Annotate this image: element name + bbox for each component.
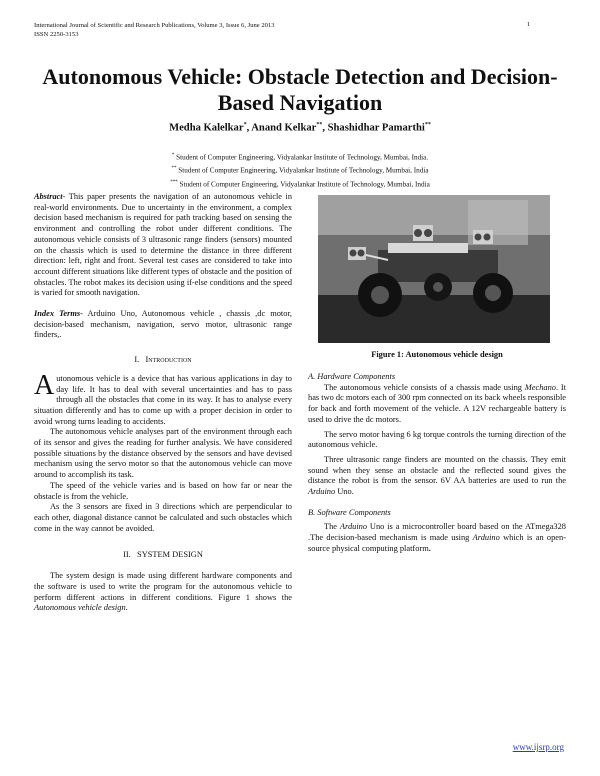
section-number: I. [134, 355, 140, 365]
journal-website-link[interactable]: www.ijsrp.org [512, 742, 564, 752]
affiliation-text: Student of Computer Engineering, Vidyalankar Institute of Technology, Mumbai, India [178, 166, 429, 175]
affiliation-line [0, 163, 600, 176]
text-run: Three ultrasonic range finders are mounted on the chassis. They emit sound when they sense an obstacle and the reflected sound gives the distance the robot is from the sensor. 6V AA batteries are used to run the [308, 454, 566, 486]
author-line: Medha Kalelkar*, Anand Kelkar**, Shashidhar Pamarthi** [169, 122, 431, 134]
journal-name: International Journal of Scientific and Research Publications, Volume 3, Issue 6, June 2013 [34, 22, 275, 29]
affiliation-mark: * [171, 153, 175, 158]
affiliation-line [0, 177, 600, 190]
paragraph: The autonomous vehicle analyses part of the environment through each of its sensor and gives the reading for further analysis. We have considered possible situations by the distance observed by the sensors and have devised mechanism using the servo motor so that the autonomous vehicle can move around to accomplish its task. [34, 427, 292, 480]
author-mark: * [243, 122, 247, 128]
affiliation-text: Student of Computer Engineering, Vidyalankar Institute of Technology, Mumbai, India. [176, 153, 429, 162]
section-number: II. [123, 550, 131, 560]
author-mark: ** [316, 122, 323, 128]
software-paragraph [308, 522, 566, 554]
sentence-end: . [125, 603, 128, 613]
paragraph: The servo motor having 6 kg torque controls the turning direction of the autonomous vehicle. [308, 429, 566, 450]
text-run: . It has two dc motors each of 300 rpm connected on its back wheels responsible for back and forth movement of the vehicle. A 12V rechargeable battery is used to drive the dc motors. [308, 382, 567, 424]
section-heading-introduction [34, 355, 292, 366]
author-name: Shashidhar Pamarthi [327, 122, 425, 134]
affiliation-mark: *** [170, 179, 178, 185]
author-mark: ** [424, 122, 431, 128]
intro-first-paragraph [34, 369, 292, 428]
abstract-label: Abstract- [34, 192, 66, 201]
intro-first-text: utonomous vehicle is a device that has various applications in day to day life. It has to deal with several uncertainties and has to pass through all the obstacles that come in its way. It has to analyse every situation differently and has to come up with a proper decision in order to avoid wrong turns leading to accidents. [34, 373, 292, 426]
affiliation-line [0, 150, 600, 163]
running-head [34, 21, 275, 39]
drop-cap: A [34, 369, 55, 401]
hardware-paragraph [308, 383, 566, 426]
figure-caption: Figure 1: Autonomous vehicle design [371, 350, 503, 359]
author-name: Medha Kalelkar [169, 122, 244, 134]
system-design-paragraph [34, 571, 292, 614]
system-design-text: The system design is made using different hardware components and the software is used to write the program for the autonomous vehicle to perform different actions in different conditions. Figure 1 shows the [34, 571, 292, 602]
text-run: Uno is a microcontroller board based on the ATmega328 .The decision-based mechanism is made using [308, 522, 566, 543]
page-number: 1 [526, 21, 530, 28]
text-run: The [324, 522, 340, 532]
right-column [308, 372, 566, 555]
abstract [34, 192, 292, 299]
text-run-italic: Arduino [308, 487, 336, 497]
robot-vehicle-image [318, 195, 550, 343]
left-column [34, 192, 292, 614]
figure-photo [318, 195, 550, 343]
section-title: Introduction [145, 355, 192, 365]
text-run: which is an open-source physical computing platform [308, 533, 566, 553]
issn: ISSN 2250-3153 [34, 31, 79, 38]
subsection-heading-hardware: A. Hardware Components [308, 372, 396, 381]
index-terms-label: Index Terms [34, 309, 81, 319]
text-run: The autonomous vehicle consists of a chassis made using [324, 382, 525, 392]
text-run-italic: Arduino [472, 533, 500, 543]
sentence-end: . [428, 543, 431, 553]
abstract-text: This paper presents the navigation of an autonomous vehicle in real-world environments. Due to uncertainty in the environment, a complex decision based mechanism is required for path tracking based on sensing the environment and controlling the robot under different conditions. The autonomous vehicle consists of 3 ultrasonic range finders (sensors) mounted on the chassis which is used to determine the distance in three different direction: left, right and front. Several test cases are considered to take into account different situations like different types of obstacle and the position of obstacles. The robot makes its decision using if-else conditions and the speed is varied for smooth navigation. [34, 192, 292, 298]
section-heading-system-design [34, 550, 292, 561]
hardware-paragraph [308, 455, 566, 498]
section-title: SYSTEM DESIGN [137, 550, 203, 560]
affiliations [0, 150, 600, 190]
paper-title: Autonomous Vehicle: Obstacle Detection and Decision-Based Navigation [42, 64, 558, 115]
paragraph: The speed of the vehicle varies and is based on how far or near the obstacle is from the vehicle. [34, 480, 292, 501]
affiliation-text: Student of Computer Engineering, Vidyalankar Institute of Technology, Mumbai, India [179, 180, 430, 189]
index-terms-text: - Arduino Uno, Autonomous vehicle , chassis ,dc motor, decision-based mechanism, navigation, servo motor, ultrasonic range finders,. [34, 309, 292, 340]
text-run-italic: Mechano [524, 382, 556, 392]
subsection-heading-software: B. Software Components [308, 507, 391, 517]
text-run: Uno. [335, 487, 354, 497]
affiliation-mark: ** [171, 166, 177, 172]
paragraph: As the 3 sensors are fixed in 3 directions which are perpendicular to each other, diagonal distance cannot be calculated and such obstacles which come in the way cannot be avoided. [34, 502, 292, 533]
figure-reference: Autonomous vehicle design [34, 603, 126, 613]
text-run-italic: Arduino [339, 522, 368, 532]
index-terms [34, 309, 292, 341]
author-name: Anand Kelkar [251, 122, 317, 134]
